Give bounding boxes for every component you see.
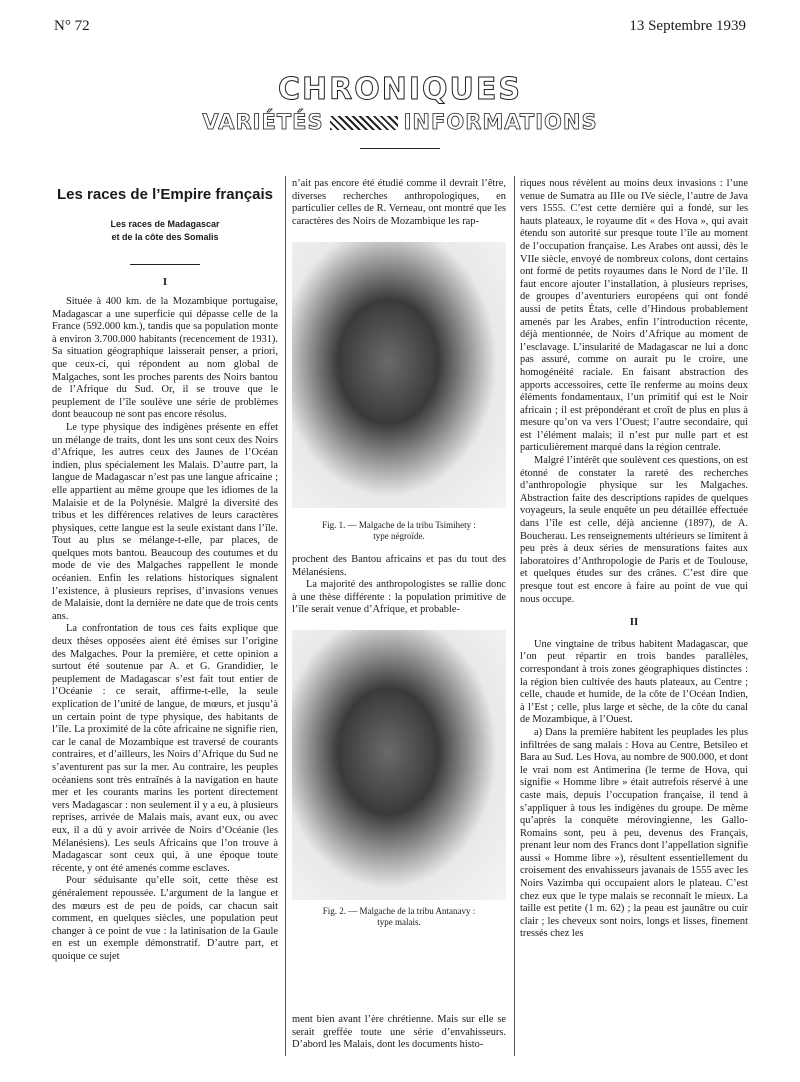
masthead-subtitle: [0, 110, 800, 134]
paragraph: La confrontation de tous ces faits explique que deux thèses opposées aient été émises sur l’origine des Malgaches. Pour la première, et cette opinion a surtout été soutenue par A. et G. Grandidier, le peuplement de Madagascar s’est fait tout entier de l’Océanie : ce serait, affirme-t-elle, la seule explication de l’unité de langue, de mœurs, et jusqu’à un certain point de type physique, des habitants de l’île. La proximité de la côte africaine ne signifie rien, car le canal de Mozambique est traversé de courants contraires, et d’ailleurs, les Noirs d’Afrique du Sud ne s’aventurent pas sur la mer. Au contraire, les peuples océaniens sont très entraînés à la navigation en haute mer et les courants marins les portent directement vers Madagascar : non seulement il y a eu, à plusieurs reprises, arrivée de Malais mais, avant eux, ou avec eux, il a dû y avoir arrivée de Noirs d’Océanie (les Mélanésiens). Les seuls Africains que l’on trouve à Madagascar sont ceux qui, à une époque toute récente, y ont été amenés comme esclaves.: [52, 623, 278, 874]
section-heading-i: I: [162, 276, 168, 288]
photo-figure-1: [292, 242, 506, 508]
section-rule: [130, 264, 200, 265]
column-3-text: [520, 178, 748, 941]
masthead-rule: [360, 148, 440, 149]
paragraph: n’ait pas encore été étudié comme il devrait l’être, diverses recherches anthropologiques, en particulier celles de R. Verneau, ont montré que les caractères des Noirs de Mozambique les rap-: [292, 178, 506, 227]
article-title: Les races de l’Empire français: [57, 186, 273, 203]
masthead-varietes: VARIÉTÉS: [202, 110, 324, 134]
paragraph: prochent des Bantou africains et pas du tout des Mélanésiens.: [292, 554, 506, 578]
paragraph: La majorité des anthropologistes se rallie donc à une thèse différente : la population primitive de l’île serait venue d’Afrique, et probable-: [292, 579, 506, 616]
paragraph: Malgré l’intérêt que soulèvent ces questions, on est étonné de constater la rareté des recherches d’anthropologie physique sur les Malgaches. Abstraction faite des descriptions rapides de quelques voyageurs, la seule enquête un peu détaillée effectuée dans l’île est celle, déjà ancienne (1897), de A. Boucherau. Les renseignements ultérieurs se limitent à peu près à deux séries de mensurations faites aux laboratoires d’Anthropologie de Paris et de Toulouse, et quelques études sur des crânes. C’est dire que presque tout est encore à faire au point de vue qui nous occupe.: [520, 455, 748, 605]
paragraph: Pour séduisante qu’elle soit, cette thèse est généralement repoussée. L’argument de la langue et des mœurs est de peu de poids, car chacun sait comment, en quelques siècles, une population peut changer à ce point de vue : la latinisation de la Gaule en est un exemple démonstratif. D’autre part, et quoique ce sujet: [52, 875, 278, 962]
paragraph: Le type physique des indigènes présente en effet un mélange de traits, dont les uns sont ceux des Noirs d’Afrique, les autres ceux des Jaunes de l’Océan indien, plus spécialement les Malais. D’autre part, la langue de Madagascar n’est pas une langue africaine ; elle appartient au même groupe que les idiomes de la Malaisie et de la Polynésie. Malgré la diversité des tribus et les différences relatives de leurs caractères physiques, cette langue est la seule existant dans l’île. Tout au plus se mélange-t-elle, par places, de quelques mots bantou. Beaucoup des coutumes et du mode de vie des Malgaches rappellent le monde océanien. Enfin les relations historiques signalent l’existence, à plusieurs reprises, d’invasions venues de Malaisie, dont la dernière ne date que de trois cents ans.: [52, 421, 278, 622]
issue-number: N° 72: [54, 18, 90, 34]
article-subtitle-line-1: Les races de Madagascar: [110, 219, 220, 229]
masthead-informations: INFORMATIONS: [403, 110, 598, 134]
column-2-bottom-text: [292, 1014, 506, 1052]
column-2-middle-text: [292, 554, 506, 617]
figure-1-caption-line-2: type négroïde.: [373, 531, 425, 541]
section-heading-ii: II: [629, 616, 639, 629]
figure-2-caption-line-1: Fig. 2. — Malgache de la tribu Antanavy :: [322, 906, 476, 916]
figure-2-caption-line-2: type malais.: [377, 917, 421, 927]
masthead-title: CHRONIQUES: [278, 72, 522, 107]
issue-date: 13 Septembre 1939: [629, 18, 746, 34]
column-1-text: [52, 296, 278, 963]
column-2-top-text: [292, 178, 506, 228]
paragraph: a) Dans la première habitent les peuplades les plus infiltrées de sang malais : Hova au Centre, Betsileo et Bara au Sud. Les Hova, au nombre de 900.000, et dont le vrai nom est Antimerina (le terme de Hova, qui signifie « Homme libre » était autrefois réservé à une caste mais, depuis l’occupation française, il tend à s’appliquer à tous les indigènes du groupe. De même qu’après la conquête mérovingienne, les Gallo-Romains sont, peu à peu, devenus des Français, prenant leur nom des Francs dont l’appellation signifie aussi « Homme libre »), résultent essentiellement du croisement des envahisseurs javanais de 1555 avec les Noirs Vazimba qui occupaient alors le plateau. C’est chez eux que le type malais se reconnaît le mieux. La taille est petite (1 m. 62) ; la peau est jaunâtre ou cuir clair ; les cheveux sont noirs, longs et lisses, finement tressés chez les: [520, 726, 748, 940]
photo-figure-2: [292, 630, 506, 900]
article-subtitle-line-2: et de la côte des Somalis: [111, 232, 219, 242]
paragraph: ment bien avant l’ère chrétienne. Mais sur elle se serait greffée toute une série d’envahisseurs. D’abord les Malais, dont les documents histo-: [292, 1014, 506, 1051]
paragraph: Une vingtaine de tribus habitent Madagascar, que l’on peut répartir en trois bandes parallèles, correspondant à trois zones géographiques distinctes : la région bien cultivée des hauts plateaux, au Centre ; celle, chaude et humide, de la côte de l’Océan Indien, à l’Est ; celle, plus large et sèche, de la côte du canal de Mozambique, à l’Ouest.: [520, 638, 748, 726]
figure-1-caption: [292, 520, 506, 542]
paragraph: Située à 400 km. de la Mozambique portugaise, Madagascar a une superficie qui dépasse celle de la France (592.000 km.), tandis que sa population monte à environ 3.700.000 habitants (recencement de 1931). Sa situation géographique laisserait penser, a priori, que ceux-ci, qui répondent au nom global de Malgaches, sont les proches parents des Noirs bantou de l’Afrique du Sud. Or, il se trouve que le peuplement de l’île soulève une série de problèmes dont beaucoup ne sont pas encore résolus.: [52, 296, 278, 421]
masthead-ornament: [330, 116, 398, 130]
figure-2-caption: [292, 906, 506, 928]
paragraph: riques nous révèlent au moins deux invasions : l’une venue de Sumatra au IIIe ou IVe siècle, l’autre de Java vers 1555. C’est cette dernière qui a fondé, sur les hauts plateaux, le royaume dit « des Hova », qui avait étendu son autorité sur presque toute l’île au moment de l’occupation française. Les Arabes ont aussi, dès le VIIe siècle, envoyé de nombreux colons, dont certains ont formé de petits royaumes dans le Nord de l’île. Il faut encore ajouter l’installation, à plusieurs reprises, de groupes d’aventuriers européens qui ont fondé aussi de petits États, celle d’Hindous probablement amenés par les Arabes, enfin l’introduction récente, déjà mentionnée, de Noirs d’Afrique au moment de l’esclavage. L’insularité de Madagascar ne lui a donc pas assuré, comme on aurait pu le croire, une homogénéité raciale. En faisant abstraction des apports accessoires, cette île renferme au moins deux éléments fondamentaux, l’un primitif qui est le Noir africain ; il est prépondérant et croît de plus en plus à mesure qu’on va vers l’Ouest; l’autre secondaire, qui est l’élément malais; il n’est pur nulle part et est particulièrement marqué dans la région centrale.: [520, 178, 748, 454]
column-divider-2: [514, 176, 515, 1056]
column-divider-1: [285, 176, 286, 1056]
figure-1-caption-line-1: Fig. 1. — Malgache de la tribu Tsimihety :: [322, 520, 476, 530]
article-subtitle: [52, 218, 278, 244]
